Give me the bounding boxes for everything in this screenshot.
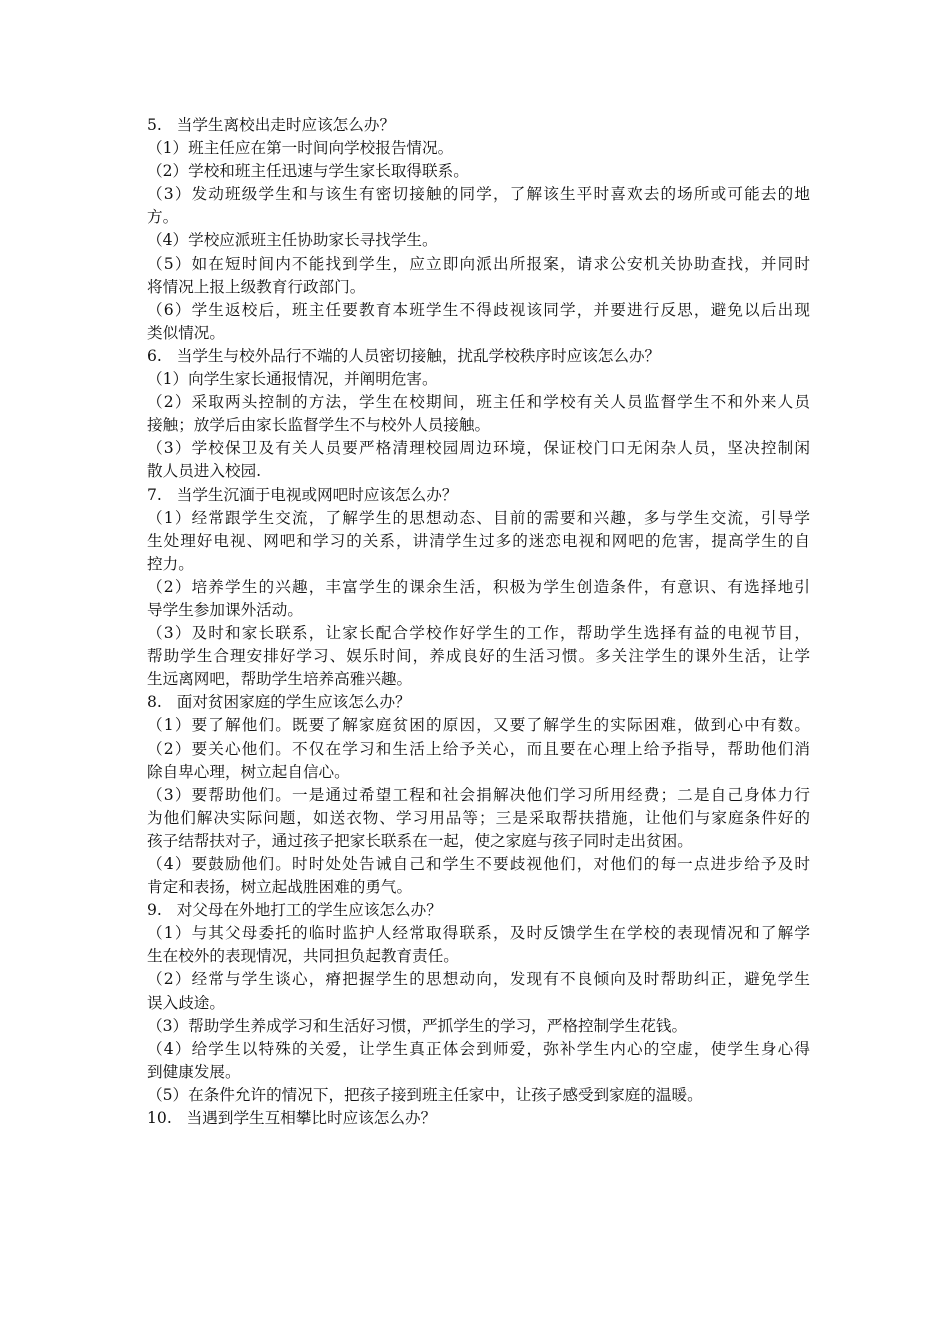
paragraph-line: （3）及时和家长联系，让家长配合学校作好学生的工作，帮助学生选择有益的电视节目， — [147, 624, 810, 643]
question-heading: 6. 当学生与校外品行不端的人员密切接触，扰乱学校秩序时应该怎么办？ — [147, 346, 661, 365]
paragraph-line: 控力。 — [147, 554, 194, 573]
paragraph-line: （1）要了解他们。既要了解家庭贫困的原因，又要了解学生的实际困难，做到心中有数。 — [147, 716, 810, 735]
paragraph-line: （3）帮助学生养成学习和生活好习惯，严抓学生的学习，严格控制学生花钱。 — [147, 1016, 688, 1035]
question-heading: 5. 当学生离校出走时应该怎么办？ — [147, 116, 396, 134]
question-heading: 8. 面对贫困家庭的学生应该怎么办？ — [147, 693, 411, 712]
paragraph-line: （5）如在短时间内不能找到学生，应立即向派出所报案，请求公安机关协助查找，并同时 — [147, 254, 810, 273]
paragraph-line: （3）要帮助他们。一是通过希望工程和社会捐解决他们学习所用经费；二是自己身体力行 — [147, 785, 810, 804]
paragraph-line: 散人员进入校园. — [147, 462, 262, 481]
paragraph-line: 生远离网吧，帮助学生培养高雅兴趣。 — [147, 670, 413, 689]
paragraph-line: 生处理好电视、网吧和学习的关系，讲清学生过多的迷恋电视和网吧的危害，提高学生的自 — [147, 531, 810, 550]
paragraph-line: （4）要鼓励他们。时时处处告诫自己和学生不要歧视他们，对他们的每一点进步给予及时 — [147, 855, 810, 873]
paragraph-line: 方。 — [147, 208, 179, 227]
paragraph-line: 生在校外的表现情况，共同担负起教育责任。 — [147, 947, 459, 966]
paragraph-line: （2）培养学生的兴趣，丰富学生的课余生活，积极为学生创造条件，有意识、有选择地引 — [147, 577, 810, 596]
paragraph-line: （1）经常跟学生交流，了解学生的思想动态、目前的需要和兴趣，多与学生交流，引导学 — [147, 508, 810, 527]
paragraph-line: （2）要关心他们。不仅在学习和生活上给予关心，而且要在心理上给予指导，帮助他们消 — [147, 739, 810, 758]
question-heading: 10. 当遇到学生互相攀比时应该怎么办？ — [147, 1109, 437, 1128]
paragraph-line: 类似情况。 — [147, 323, 225, 342]
paragraph-line: （4）给学生以特殊的关爱，让学生真正体会到师爱，弥补学生内心的空虚，使学生身心得 — [147, 1039, 810, 1058]
paragraph-line: （5）在条件允许的情况下，把孩子接到班主任家中，让孩子感受到家庭的温暖。 — [147, 1085, 703, 1104]
paragraph-line: 导学生参加课外活动。 — [147, 600, 303, 619]
paragraph-line: （1）向学生家长通报情况，并阐明危害。 — [147, 370, 438, 389]
paragraph-line: 到健康发展。 — [147, 1062, 241, 1081]
paragraph-line: 误入歧途。 — [147, 993, 225, 1012]
question-heading: 7. 当学生沉湎于电视或网吧时应该怎么办？ — [147, 485, 458, 504]
paragraph-line: （1）班主任应在第一时间向学校报告情况。 — [147, 139, 454, 158]
paragraph-line: （4）学校应派班主任协助家长寻找学生。 — [147, 231, 438, 250]
paragraph-line: （1）与其父母委托的临时监护人经常取得联系，及时反馈学生在学校的表现情况和了解学 — [147, 924, 810, 943]
paragraph-line: 除自卑心理，树立起自信心。 — [147, 762, 350, 781]
question-heading: 9. 对父母在外地打工的学生应该怎么办？ — [147, 901, 442, 920]
paragraph-line: （6）学生返校后，班主任要教育本班学生不得歧视该同学，并要进行反思，避免以后出现 — [147, 300, 810, 319]
paragraph-line: （3）学校保卫及有关人员要严格清理校园周边环境，保证校门口无闲杂人员，坚决控制闲 — [147, 439, 810, 458]
paragraph-line: 将情况上报上级教育行政部门。 — [147, 277, 366, 296]
paragraph-line: （3）发动班级学生和与该生有密切接触的同学，了解该生平时喜欢去的场所或可能去的地 — [147, 185, 810, 204]
paragraph-line: 肯定和表扬，树立起战胜困难的勇气。 — [147, 878, 413, 897]
paragraph-line: （2）学校和班主任迅速与学生家长取得联系。 — [147, 162, 469, 181]
paragraph-line: 为他们解决实际问题，如送衣物、学习用品等；三是采取帮扶措施，让他们与家庭条件好的 — [147, 808, 810, 827]
document-body — [147, 114, 810, 1130]
paragraph-line: 接触；放学后由家长监督学生不与校外人员接触。 — [147, 416, 491, 435]
paragraph-line: （2）经常与学生谈心，瘠把握学生的思想动向，发现有不良倾向及时帮助纠正，避免学生 — [147, 970, 810, 989]
paragraph-line: （2）采取两头控制的方法，学生在校期间，班主任和学校有关人员监督学生不和外来人员 — [147, 393, 810, 412]
paragraph-line: 孩子结帮扶对子，通过孩子把家长联系在一起，使之家庭与孩子同时走出贫困。 — [147, 831, 693, 850]
paragraph-line: 帮助学生合理安排好学习、娱乐时间，养成良好的生活习惯。多关注学生的课外生活，让学 — [147, 647, 810, 666]
